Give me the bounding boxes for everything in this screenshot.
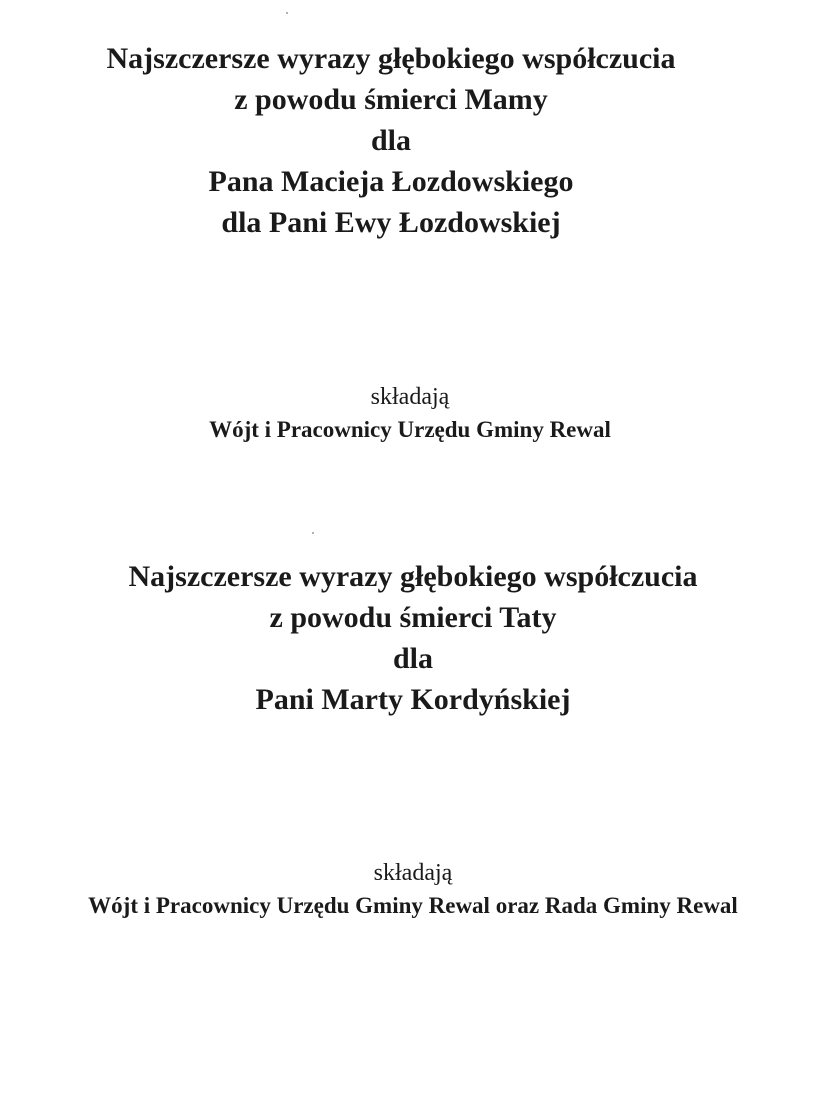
condolence-notice-2-signers [0, 856, 826, 922]
heading-line: Pani Marty Kordyńskiej [255, 683, 571, 716]
signers-text: Wójt i Pracownicy Urzędu Gminy Rewal oraz Rada Gminy Rewal [88, 893, 738, 918]
heading-line: Pana Macieja Łozdowskiego [208, 165, 574, 198]
heading-line: z powodu śmierci Mamy [234, 83, 548, 116]
heading-line: dla [370, 124, 412, 157]
heading-line: z powodu śmierci Taty [269, 601, 557, 634]
heading-line: dla Pani Ewy Łozdowskiej [221, 206, 561, 239]
signers-text: Wójt i Pracownicy Urzędu Gminy Rewal [209, 417, 611, 442]
condolence-notice-2-heading [0, 556, 826, 720]
heading-line: dla [392, 642, 434, 675]
scan-speck [312, 532, 314, 534]
scan-speck [286, 12, 288, 14]
signing-verb: składają [370, 384, 450, 410]
condolence-notice-1-heading [0, 38, 826, 243]
heading-line: Najszczersze wyrazy głębokiego współczucia [128, 560, 698, 593]
signing-verb: składają [373, 860, 453, 886]
heading-line: Najszczersze wyrazy głębokiego współczucia [106, 42, 676, 75]
condolence-notice-1-signers [0, 380, 826, 446]
